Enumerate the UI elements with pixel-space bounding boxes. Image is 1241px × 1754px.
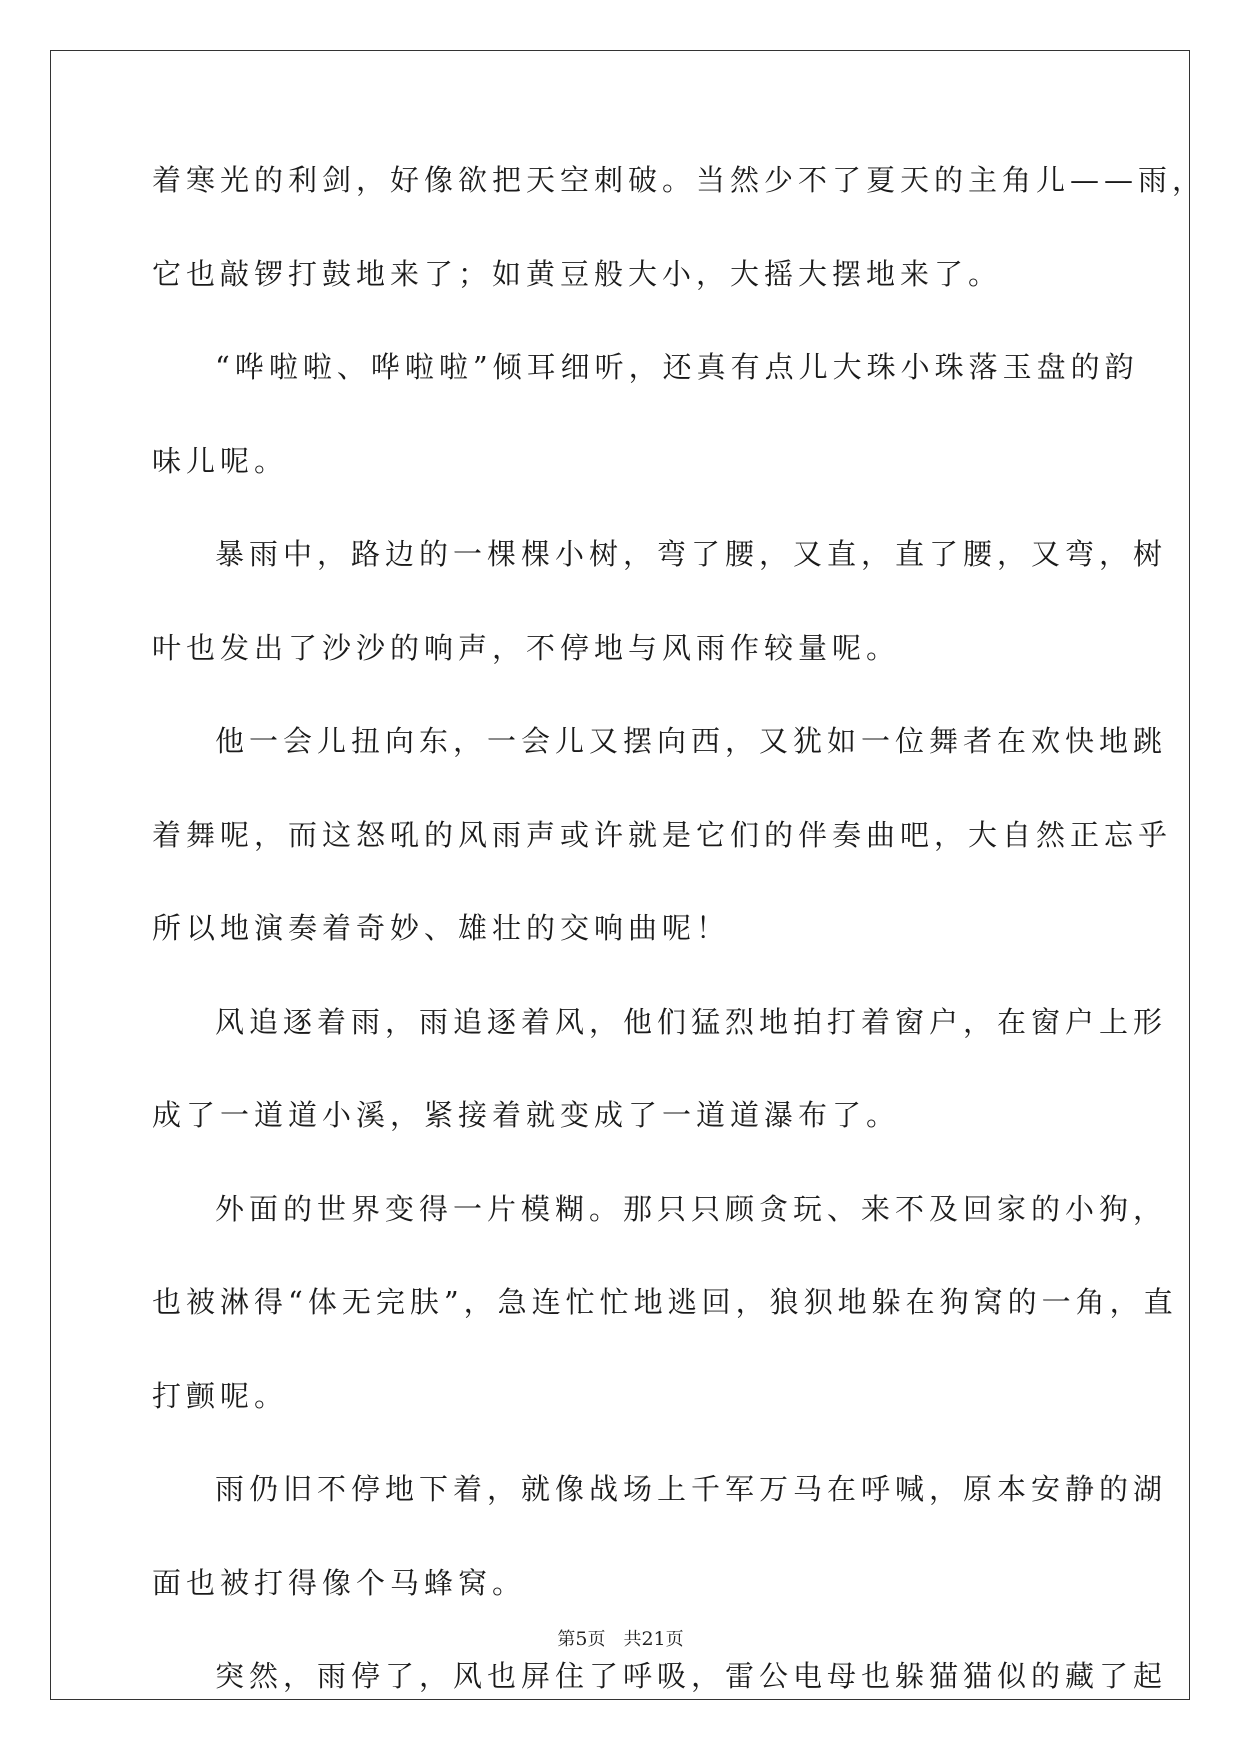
text-line: 也被淋得“体无完肤”，急连忙忙地逃回，狼狈地躲在狗窝的一角，直	[152, 1285, 1178, 1319]
text-line: 味儿呢。	[152, 443, 289, 478]
page-number: 5	[575, 1628, 588, 1650]
text-line: 所以地演奏着奇妙、雄壮的交响曲呢！	[152, 911, 731, 945]
text-line: 它也敲锣打鼓地来了；如黄豆般大小，大摇大摆地来了。	[152, 256, 1003, 291]
text-line: 成了一道道小溪，紧接着就变成了一道道瀑布了。	[152, 1098, 901, 1132]
text-line: 突然，雨停了，风也屏住了呼吸，雷公电母也躲猫猫似的藏了起	[215, 1659, 1168, 1693]
total-pages: 21	[641, 1628, 666, 1650]
text-line: “哗啦啦、哗啦啦”倾耳细听，还真有点儿大珠小珠落玉盘的韵	[215, 350, 1139, 384]
text-line: 暴雨中，路边的一棵棵小树，弯了腰，又直，直了腰，又弯，树	[215, 537, 1168, 571]
page-label-suffix: 页	[587, 1629, 606, 1650]
text-line: 雨仍旧不停地下着，就像战场上千军万马在呼喊，原本安静的湖	[215, 1472, 1168, 1506]
text-line: 叶也发出了沙沙的响声，不停地与风雨作较量呢。	[152, 630, 901, 665]
page-footer	[0, 1625, 1241, 1651]
text-line: 打颤呢。	[152, 1378, 289, 1413]
page-label-prefix: 第	[557, 1629, 576, 1650]
text-line: 着寒光的利剑，好像欲把天空刺破。当然少不了夏天的主角儿——雨，	[152, 163, 1207, 197]
document-body	[152, 160, 1207, 1750]
total-label-suffix: 页	[665, 1629, 684, 1650]
text-line: 他一会儿扭向东，一会儿又摆向西，又犹如一位舞者在欢快地跳	[215, 724, 1168, 758]
text-line: 外面的世界变得一片模糊。那只只顾贪玩、来不及回家的小狗，	[215, 1191, 1168, 1226]
total-label-prefix: 共	[623, 1629, 642, 1650]
text-line: 面也被打得像个马蜂窝。	[152, 1565, 527, 1600]
text-line: 着舞呢，而这怒吼的风雨声或许就是它们的伴奏曲吧，大自然正忘乎	[152, 817, 1173, 852]
text-line: 风追逐着雨，雨追逐着风，他们猛烈地拍打着窗户，在窗户上形	[215, 1004, 1168, 1039]
